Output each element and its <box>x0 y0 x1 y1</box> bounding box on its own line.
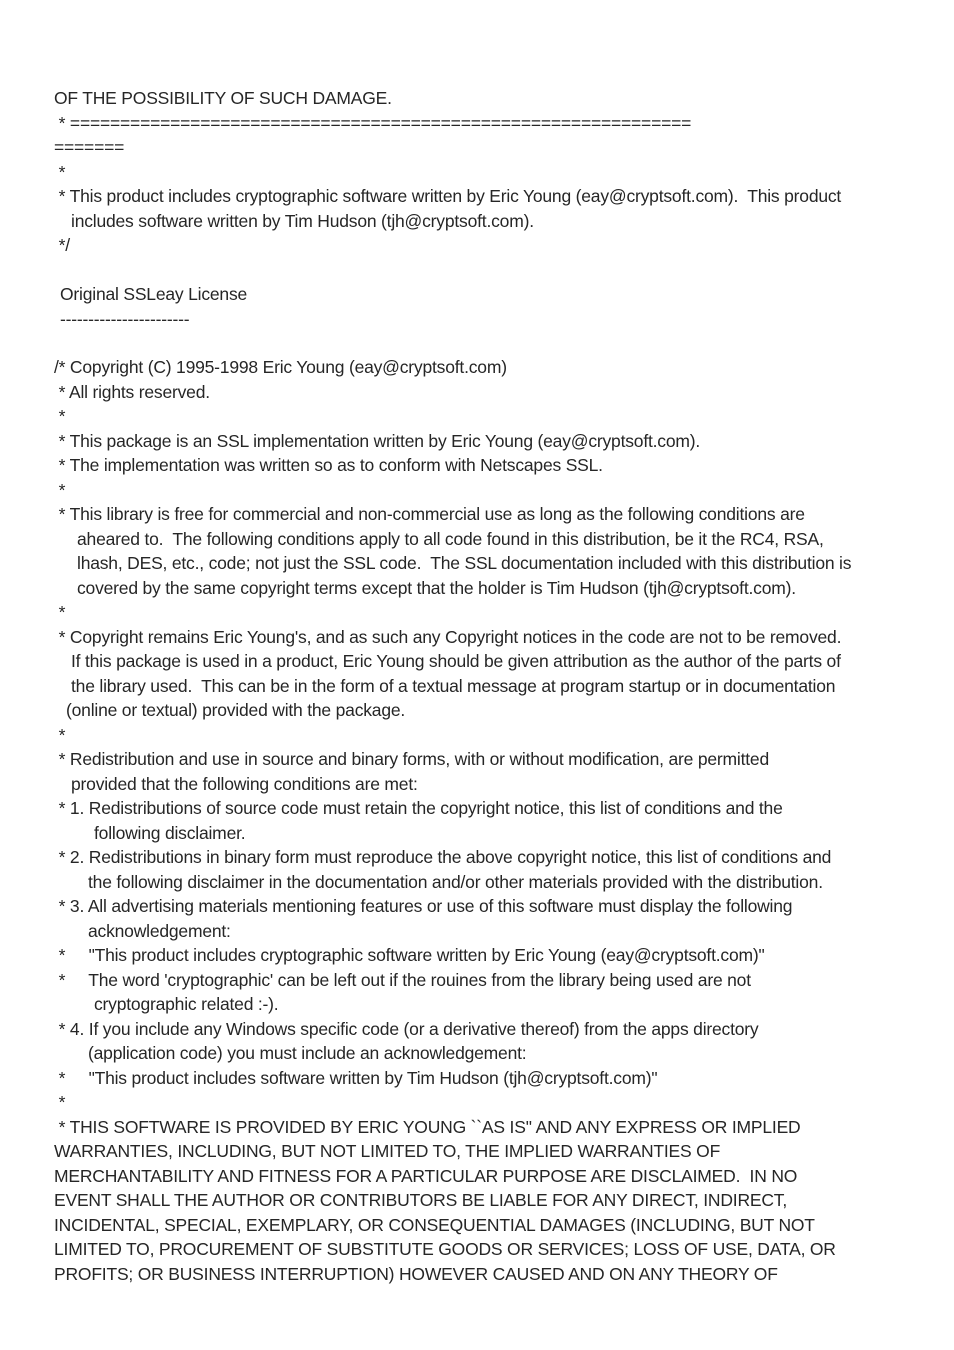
text-line: * <box>54 602 66 622</box>
text-line: * "This product includes software written by Tim Hudson (tjh@cryptsoft.com)" <box>54 1068 658 1088</box>
text-line: WARRANTIES, INCLUDING, BUT NOT LIMITED TO, THE IMPLIED WARRANTIES OF <box>54 1141 721 1161</box>
text-line: (application code) you must include an acknowledgement: <box>88 1043 527 1063</box>
text-line: the following disclaimer in the documentation and/or other materials provided with the distribution. <box>88 872 823 892</box>
text-line: If this package is used in a product, Eric Young should be given attribution as the author of the parts of <box>71 651 841 671</box>
text-line: * Redistribution and use in source and binary forms, with or without modification, are permitted <box>54 749 769 769</box>
text-line: following disclaimer. <box>94 823 246 843</box>
text-line: * <box>54 1092 66 1112</box>
text-line: * 2. Redistributions in binary form must reproduce the above copyright notice, this list of conditions and <box>54 847 832 867</box>
text-line: * This library is free for commercial and non-commercial use as long as the following conditions are <box>54 504 805 524</box>
heading-underline: ----------------------- <box>60 309 190 329</box>
text-line: */ <box>54 235 70 255</box>
text-line: EVENT SHALL THE AUTHOR OR CONTRIBUTORS BE LIABLE FOR ANY DIRECT, INDIRECT, <box>54 1190 788 1210</box>
text-line: INCIDENTAL, SPECIAL, EXEMPLARY, OR CONSEQUENTIAL DAMAGES (INCLUDING, BUT NOT <box>54 1215 815 1235</box>
text-line: (online or textual) provided with the package. <box>66 700 406 720</box>
text-line: * 4. If you include any Windows specific code (or a derivative thereof) from the apps directory <box>54 1019 759 1039</box>
text-line: * 1. Redistributions of source code must retain the copyright notice, this list of conditions and the <box>54 798 783 818</box>
text-line: * The word 'cryptographic' can be left out if the rouines from the library being used are not <box>54 970 751 990</box>
text-line: * <box>54 480 66 500</box>
text-line: * <box>54 162 66 182</box>
text-line: * Copyright remains Eric Young's, and as such any Copyright notices in the code are not to be removed. <box>54 627 842 647</box>
text-line: * <box>54 406 66 426</box>
text-line: OF THE POSSIBILITY OF SUCH DAMAGE. <box>54 88 392 108</box>
text-line: * This product includes cryptographic software written by Eric Young (eay@cryptsoft.com). This product <box>54 186 842 206</box>
text-line: /* Copyright (C) 1995-1998 Eric Young (eay@cryptsoft.com) <box>54 357 507 377</box>
text-line: LIMITED TO, PROCUREMENT OF SUBSTITUTE GOODS OR SERVICES; LOSS OF USE, DATA, OR <box>54 1239 836 1259</box>
text-line: provided that the following conditions are met: <box>71 774 418 794</box>
text-line: lhash, DES, etc., code; not just the SSL code. The SSL documentation included with this distribution is <box>77 553 852 573</box>
text-line: cryptographic related :-). <box>94 994 279 1014</box>
text-line: aheared to. The following conditions apply to all code found in this distribution, be it the RC4, RSA, <box>77 529 824 549</box>
text-line: the library used. This can be in the form of a textual message at program startup or in documentation <box>71 676 836 696</box>
text-line: * <box>54 725 66 745</box>
text-line: includes software written by Tim Hudson (tjh@cryptsoft.com). <box>71 211 534 231</box>
text-line: covered by the same copyright terms except that the holder is Tim Hudson (tjh@cryptsoft.com). <box>77 578 796 598</box>
text-line: ======= <box>54 137 125 157</box>
text-line: * This package is an SSL implementation written by Eric Young (eay@cryptsoft.com). <box>54 431 701 451</box>
text-line: * 3. All advertising materials mentioning features or use of this software must display the following <box>54 896 793 916</box>
text-line: MERCHANTABILITY AND FITNESS FOR A PARTICULAR PURPOSE ARE DISCLAIMED. IN NO <box>54 1166 798 1186</box>
text-line: * ============================================================== <box>54 113 692 133</box>
text-line: * THIS SOFTWARE IS PROVIDED BY ERIC YOUNG ``AS IS'' AND ANY EXPRESS OR IMPLIED <box>54 1117 801 1137</box>
text-line: * "This product includes cryptographic software written by Eric Young (eay@cryptsoft.com)" <box>54 945 765 965</box>
text-line: * The implementation was written so as to conform with Netscapes SSL. <box>54 455 603 475</box>
text-line: acknowledgement: <box>88 921 231 941</box>
text-line: PROFITS; OR BUSINESS INTERRUPTION) HOWEVER CAUSED AND ON ANY THEORY OF <box>54 1264 778 1284</box>
text-line: * All rights reserved. <box>54 382 210 402</box>
section-heading: Original SSLeay License <box>60 284 248 304</box>
